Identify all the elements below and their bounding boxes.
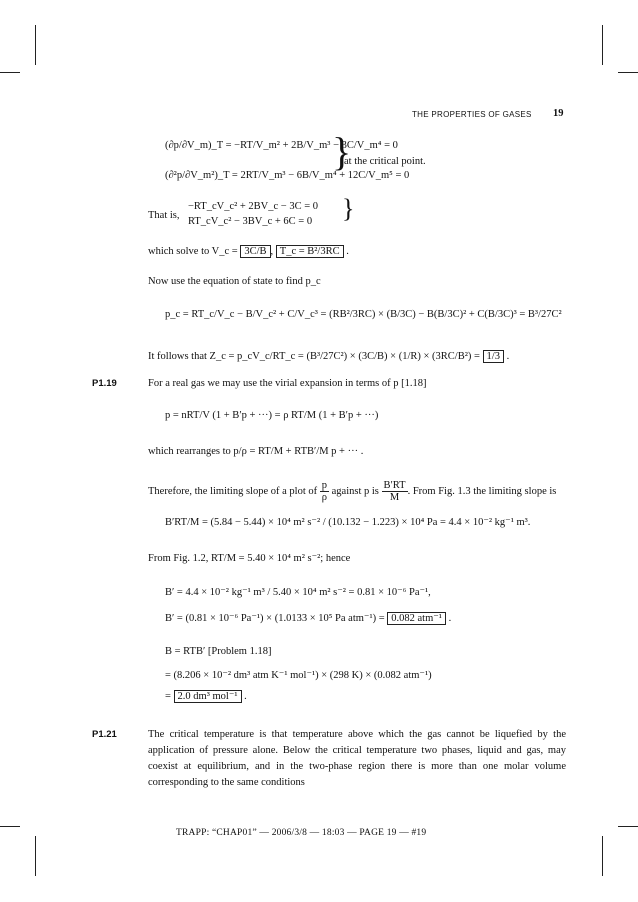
solve-lead: which solve to V_c = [148, 246, 238, 257]
problem-label-p1-19: P1.19 [92, 378, 117, 389]
equation-b-3: = 2.0 dm³ mol⁻¹ . [165, 691, 247, 702]
equation-bprime-1: B′ = 4.4 × 10⁻² kg⁻¹ m³ / 5.40 × 10⁴ m² s⁻² = 0.81 × 10⁻⁶ Pa⁻¹, [165, 587, 431, 598]
crop-mark [0, 72, 20, 73]
bprime-result-box: 0.082 atm⁻¹ [387, 612, 446, 625]
crop-mark [602, 25, 603, 65]
crop-mark [35, 25, 36, 65]
limit-text-a: Therefore, the limiting slope of a plot of [148, 485, 318, 497]
equation-b-1: B = RTB′ [Problem 1.18] [165, 646, 272, 657]
vc-result-box: 3C/B [240, 245, 270, 258]
zc-result-box: 1/3 [483, 350, 504, 363]
p121-paragraph: The critical temperature is that temperature above which the gas cannot be liquefied by the application of pressure alone. Below the critical temperature two phases, liquid and gas, may coexist at equilibrium, and in the two-phase region there is more than one molar volume corresponding to the same conditions [148, 729, 566, 788]
now-use-text: Now use the equation of state to find p_c [148, 276, 321, 287]
zc-lead: It follows that Z_c = [148, 351, 235, 362]
crop-mark [618, 826, 638, 827]
bprime-rt-over-m: $\frac{B'RT}{M}$ [383, 480, 406, 503]
equals-sign: = [165, 691, 171, 702]
zc-text: It follows that Z_c = p_cV_c/RT_c = (B³/27C²) × (3C/B) × (1/R) × (3RC/B²) = 1/3 . [148, 351, 510, 362]
footer-line: TRAPP: “CHAP01” — 2006/3/8 — 18:03 — PAGE 19 — #19 [176, 828, 427, 838]
crop-mark [602, 836, 603, 876]
b-result-box: 2.0 dm³ mol⁻¹ [174, 690, 242, 703]
solve-text: which solve to V_c = 3C/B , T_c = B²/3RC . [148, 246, 349, 257]
equation-d2p-dv2: (∂²p/∂V_m²)_T = 2RT/V_m³ − 6B/V_m⁴ + 12C/V_m⁵ = 0 [165, 170, 410, 181]
limit-text-c: . From Fig. 1.3 the limiting slope is [407, 485, 557, 497]
tc-result-box: T_c = B²/3RC [276, 245, 344, 258]
brace: } [332, 129, 352, 174]
limit-text-b: against p is [331, 485, 379, 497]
crop-mark [35, 836, 36, 876]
equation-critical-1: −RT_cV_c² + 2BV_c − 3C = 0 [188, 201, 319, 212]
limiting-slope-text [148, 480, 556, 503]
fig12-lead: From Fig. 1.2, [148, 553, 209, 564]
brace: } [342, 194, 355, 223]
p119-intro: For a real gas we may use the virial expansion in terms of p [1.18] [148, 378, 427, 389]
equation-dp-dv: (∂p/∂V_m)_T = −RT/V_m² + 2B/V_m³ − 3C/V_m⁴ = 0 [165, 140, 398, 151]
equation-rearranged: p/ρ = RT/M + RTB′/M p + ··· . [233, 446, 364, 457]
equation-bprime-2: B′ = (0.81 × 10⁻⁶ Pa⁻¹) × (1.0133 × 10⁵ Pa atm⁻¹) = 0.082 atm⁻¹ . [165, 613, 452, 624]
that-is-label: That is, [148, 210, 180, 221]
equation-critical-2: RT_cV_c² − 3BV_c + 6C = 0 [188, 216, 313, 227]
critical-point-note: at the critical point. [344, 156, 426, 167]
fig12-equation: RT/M = 5.40 × 10⁴ m² s⁻²; hence [211, 553, 351, 564]
equation-slope: B′RT/M = (5.84 − 5.44) × 10⁴ m² s⁻² / (10.132 − 1.223) × 10⁴ Pa = 4.4 × 10⁻² kg⁻¹ m³. [165, 517, 531, 528]
p-over-rho: $\frac{p}{\rho}$ [321, 480, 327, 503]
problem-label-p1-21: P1.21 [92, 729, 117, 740]
equation-pc: p_c = RT_c/V_c − B/V_c² + C/V_c³ = (RB²/3RC) × (B/3C) − B(B/3C)² + C(B/3C)³ = B³/27C² [165, 309, 562, 320]
crop-mark [618, 72, 638, 73]
running-title: THE PROPERTIES OF GASES [412, 110, 532, 119]
crop-mark [0, 826, 20, 827]
bprime-calc: B′ = (0.81 × 10⁻⁶ Pa⁻¹) × (1.0133 × 10⁵ Pa atm⁻¹) = [165, 613, 385, 624]
zc-equation: p_cV_c/RT_c = (B³/27C²) × (3C/B) × (1/R) × (3RC/B²) = [237, 351, 480, 362]
page-number: 19 [553, 108, 564, 119]
equation-virial: p = nRT/V (1 + B′p + ···) = ρ RT/M (1 + B′p + ···) [165, 410, 379, 421]
rearranges-lead: which rearranges to [148, 446, 231, 457]
equation-b-2: = (8.206 × 10⁻² dm³ atm K⁻¹ mol⁻¹) × (298 K) × (0.082 atm⁻¹) [165, 670, 432, 681]
fig12-text [148, 552, 350, 564]
rearranges-text [148, 446, 363, 457]
